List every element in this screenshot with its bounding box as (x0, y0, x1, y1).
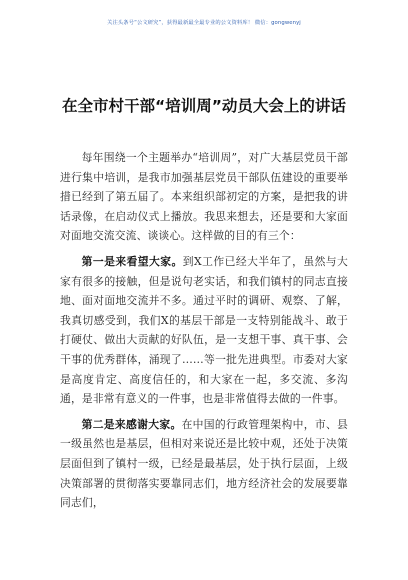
paragraph-text: 每年围绕一个主题举办“培训周”，对广大基层党员干部进行集中培训，是我市加强基层党员干部队伍建设的重要举措已经到了第五届了。本来组织部初定的方案，是把我的讲话录像，在启动仪式上播放。我思来想去，还是要和大家面对面地交流交流、谈谈心。这样做的目的有三个： (60, 151, 348, 243)
paragraph-text: 到X工作已经大半年了，虽然与大家有很多的接触，但是说句老实话，和我们镇村的同志直接地、面对面地交流并不多。通过平时的调研、观察、了解，我真切感受到，我们X的基层干部是一支特别能战斗、敢于打硬仗、做出大贡献的好队伍，是一支想干事、真干事、会干事的优秀群体，涌现了……等一批先进典型。市委对大家是高度肯定、高度信任的，和大家在一起，多交流、多沟通，是非常有意义的一件事，也是非常值得去做的一件事。 (60, 254, 349, 406)
paragraph (60, 415, 348, 513)
paragraph (60, 252, 348, 409)
paragraph-text: 在中国的行政管理架构中，市、县一级虽然也是基层，但相对来说还是比较中观，还处于决策层面但到了镇村一级，已经是最基层，处于执行层面，上级决策部署的贯彻落实要靠同志们，地方经济社会的发展要靠同志们， (60, 417, 348, 510)
document-title: 在全市村干部“培训周”动员大会上的讲话 (62, 97, 346, 115)
header-note: 关注头条号“公文研究”，获得最新最全最专业的公文资料库！ 微信：gongwenyj (107, 20, 301, 26)
document-body (60, 148, 348, 519)
paragraph-lead: 第一是来看望大家。 (81, 254, 183, 268)
paragraph-lead: 第二是来感谢大家。 (81, 417, 182, 431)
paragraph (60, 148, 348, 246)
